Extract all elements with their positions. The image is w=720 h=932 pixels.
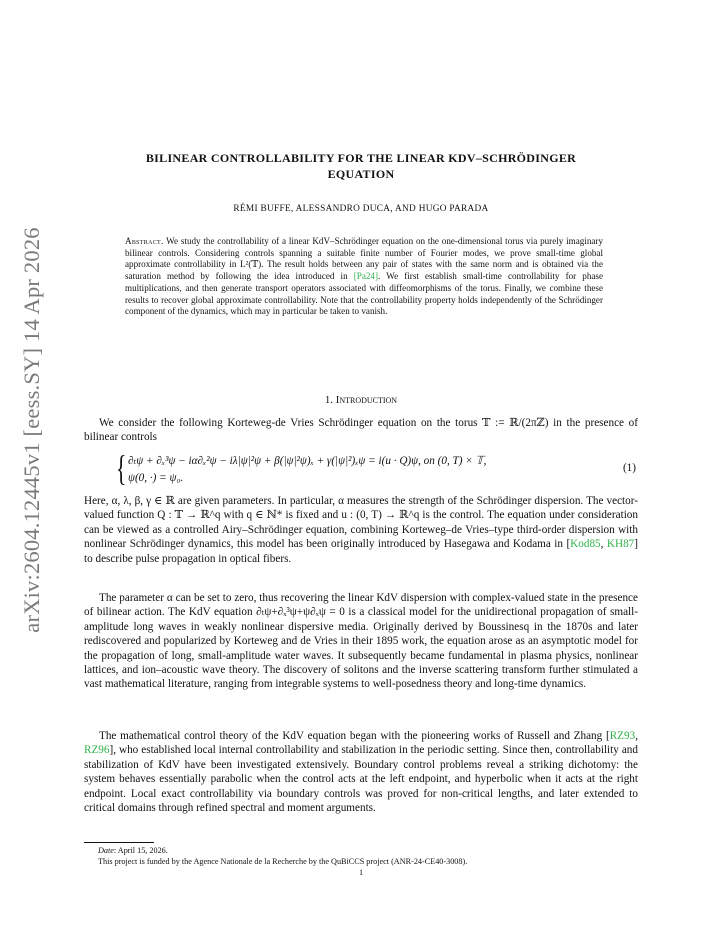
footnote-date-value: : April 15, 2026.: [113, 846, 168, 855]
footnote-funding: This project is funded by the Agence Nationale de la Recherche by the QuBiCCS project (ANR-24-CE40-3008).: [98, 857, 468, 866]
equation-number: (1): [622, 462, 636, 474]
abstract-text-2: . We first establish small-time controllability for phase multiplications, and then generate transport operators associated with diffeomorphisms of the torus. Finally, we combine these results to recover global approximate controllability. Note that the controllability property holds independently of the Schrödinger component of the dynamics, which may in particular be taken to vanish.: [125, 271, 604, 317]
section-heading: [84, 394, 638, 406]
p2-text-1: Here, α, λ, β, γ ∈ ℝ are given parameters. In particular, α measures the strength of the Schrödinger dispersion. The vector-valued function Q : 𝕋 → ℝ^q with q ∈ ℕ* is fixed and u : (0, T) → ℝ^q is the control. The equation under consideration can be viewed as a controlled Airy–Schrödinger equation, combining Korteweg–de Vries–type third-order dispersion with nonlinear Schrödinger dynamics, this model has been originally introduced by Hasegawa and Kodama in [: [84, 495, 638, 551]
footnote-date-label: Date: [98, 846, 114, 855]
page-number: 1: [358, 868, 364, 877]
p2-sep: ,: [600, 538, 607, 551]
paragraph-2: [84, 494, 638, 566]
section-number: 1.: [324, 394, 334, 406]
title-line-1: BILINEAR CONTROLLABILITY FOR THE LINEAR KDV–SCHRÖDINGER: [145, 151, 577, 165]
title-line-2: EQUATION: [327, 167, 395, 181]
arxiv-identifier-sidebar: [16, 213, 48, 647]
section-title: Introduction: [335, 394, 398, 406]
equation-brace: {: [116, 448, 127, 488]
equation-line-2: ψ(0, ·) = ψ₀.: [128, 472, 184, 484]
citation-link-rz93[interactable]: RZ93: [609, 730, 636, 742]
paper-title: [84, 150, 638, 182]
p4-sep: ,: [635, 730, 638, 742]
citation-link-kh87[interactable]: KH87: [606, 538, 635, 551]
citation-link-rz96[interactable]: RZ96: [84, 744, 110, 757]
p4-text-2: ], who established local internal controllability and stabilization in the periodic setting. Since then, controllability and stabilization of KdV have been investigated extensively. Boundary control problems reveal a striking dichotomy: the system behaves essentially parabolic when the control acts at the left endpoint, and hyperbolic when it acts at the right endpoint. Local exact controllability via boundary controls was proved for non-critical lengths, and later extended to critical domains through refined spectral and moment arguments.: [84, 744, 638, 815]
abstract: [125, 236, 603, 318]
abstract-text-1: We study the controllability of a linear KdV–Schrödinger equation on the one-dimensional torus via purely imaginary bilinear controls. Considering controls spanning a suitable finite number of Fourier modes, we prove small-time global approximate controllability in L²(𝕋). The result holds between any pair of states with the same norm and is obtained via the saturation method by following the idea introduced in: [125, 236, 603, 282]
paragraph-4: [84, 729, 638, 815]
abstract-label: Abstract.: [125, 236, 164, 246]
paragraph-3: The parameter α can be set to zero, thus recovering the linear KdV dispersion with complex-valued state in the presence of bilinear action. The KdV equation ∂ₜψ+∂ₓ³ψ+ψ∂ₓψ = 0 is a classical model for the unidirectional propagation of small-amplitude long waves in weakly nonlinear dispersive media. Originally derived by Boussinesq in the 1870s and later rediscovered and popularized by Korteweg and de Vries in their 1895 work, the equation arose as an asymptotic model for the propagation of long, small-amplitude water waves. It subsequently became fundamental in plasma physics, nonlinear lattices, and ion–acoustic wave theory. The discovery of solitons and the inverse scattering transform further stimulated a vast mathematical literature, ranging from integrable systems to well-posedness theory and long-time dynamics.: [84, 592, 638, 691]
citation-link-pa24[interactable]: [Pa24]: [353, 271, 378, 282]
p4-text-1: The mathematical control theory of the KdV equation began with the pioneering works of Russell and Zhang [: [99, 730, 610, 742]
footnote-rule: [84, 842, 154, 843]
authors: RÉMI BUFFE, ALESSANDRO DUCA, AND HUGO PARADA: [233, 204, 489, 214]
equation-block: [116, 448, 638, 488]
p2-text-2: ] to describe pulse propagation in optical fibers.: [84, 538, 638, 565]
arxiv-identifier: arXiv:2604.12445v1 [eess.SY] 14 Apr 2026: [19, 227, 44, 633]
intro-paragraph-1: We consider the following Korteweg-de Vries Schrödinger equation on the torus 𝕋 := ℝ/(2πℤ) in the presence of bilinear controls: [84, 417, 638, 444]
footnote-date: [98, 846, 168, 855]
citation-link-kod85[interactable]: Kod85: [570, 538, 601, 551]
equation-line-1: ∂ₜψ + ∂ₓ³ψ − iα∂ₓ²ψ − iλ|ψ|²ψ + β(|ψ|²ψ)ₓ + γ(|ψ|²)ₓψ = i(u · Q)ψ, on (0, T) × 𝕋,: [128, 455, 487, 467]
